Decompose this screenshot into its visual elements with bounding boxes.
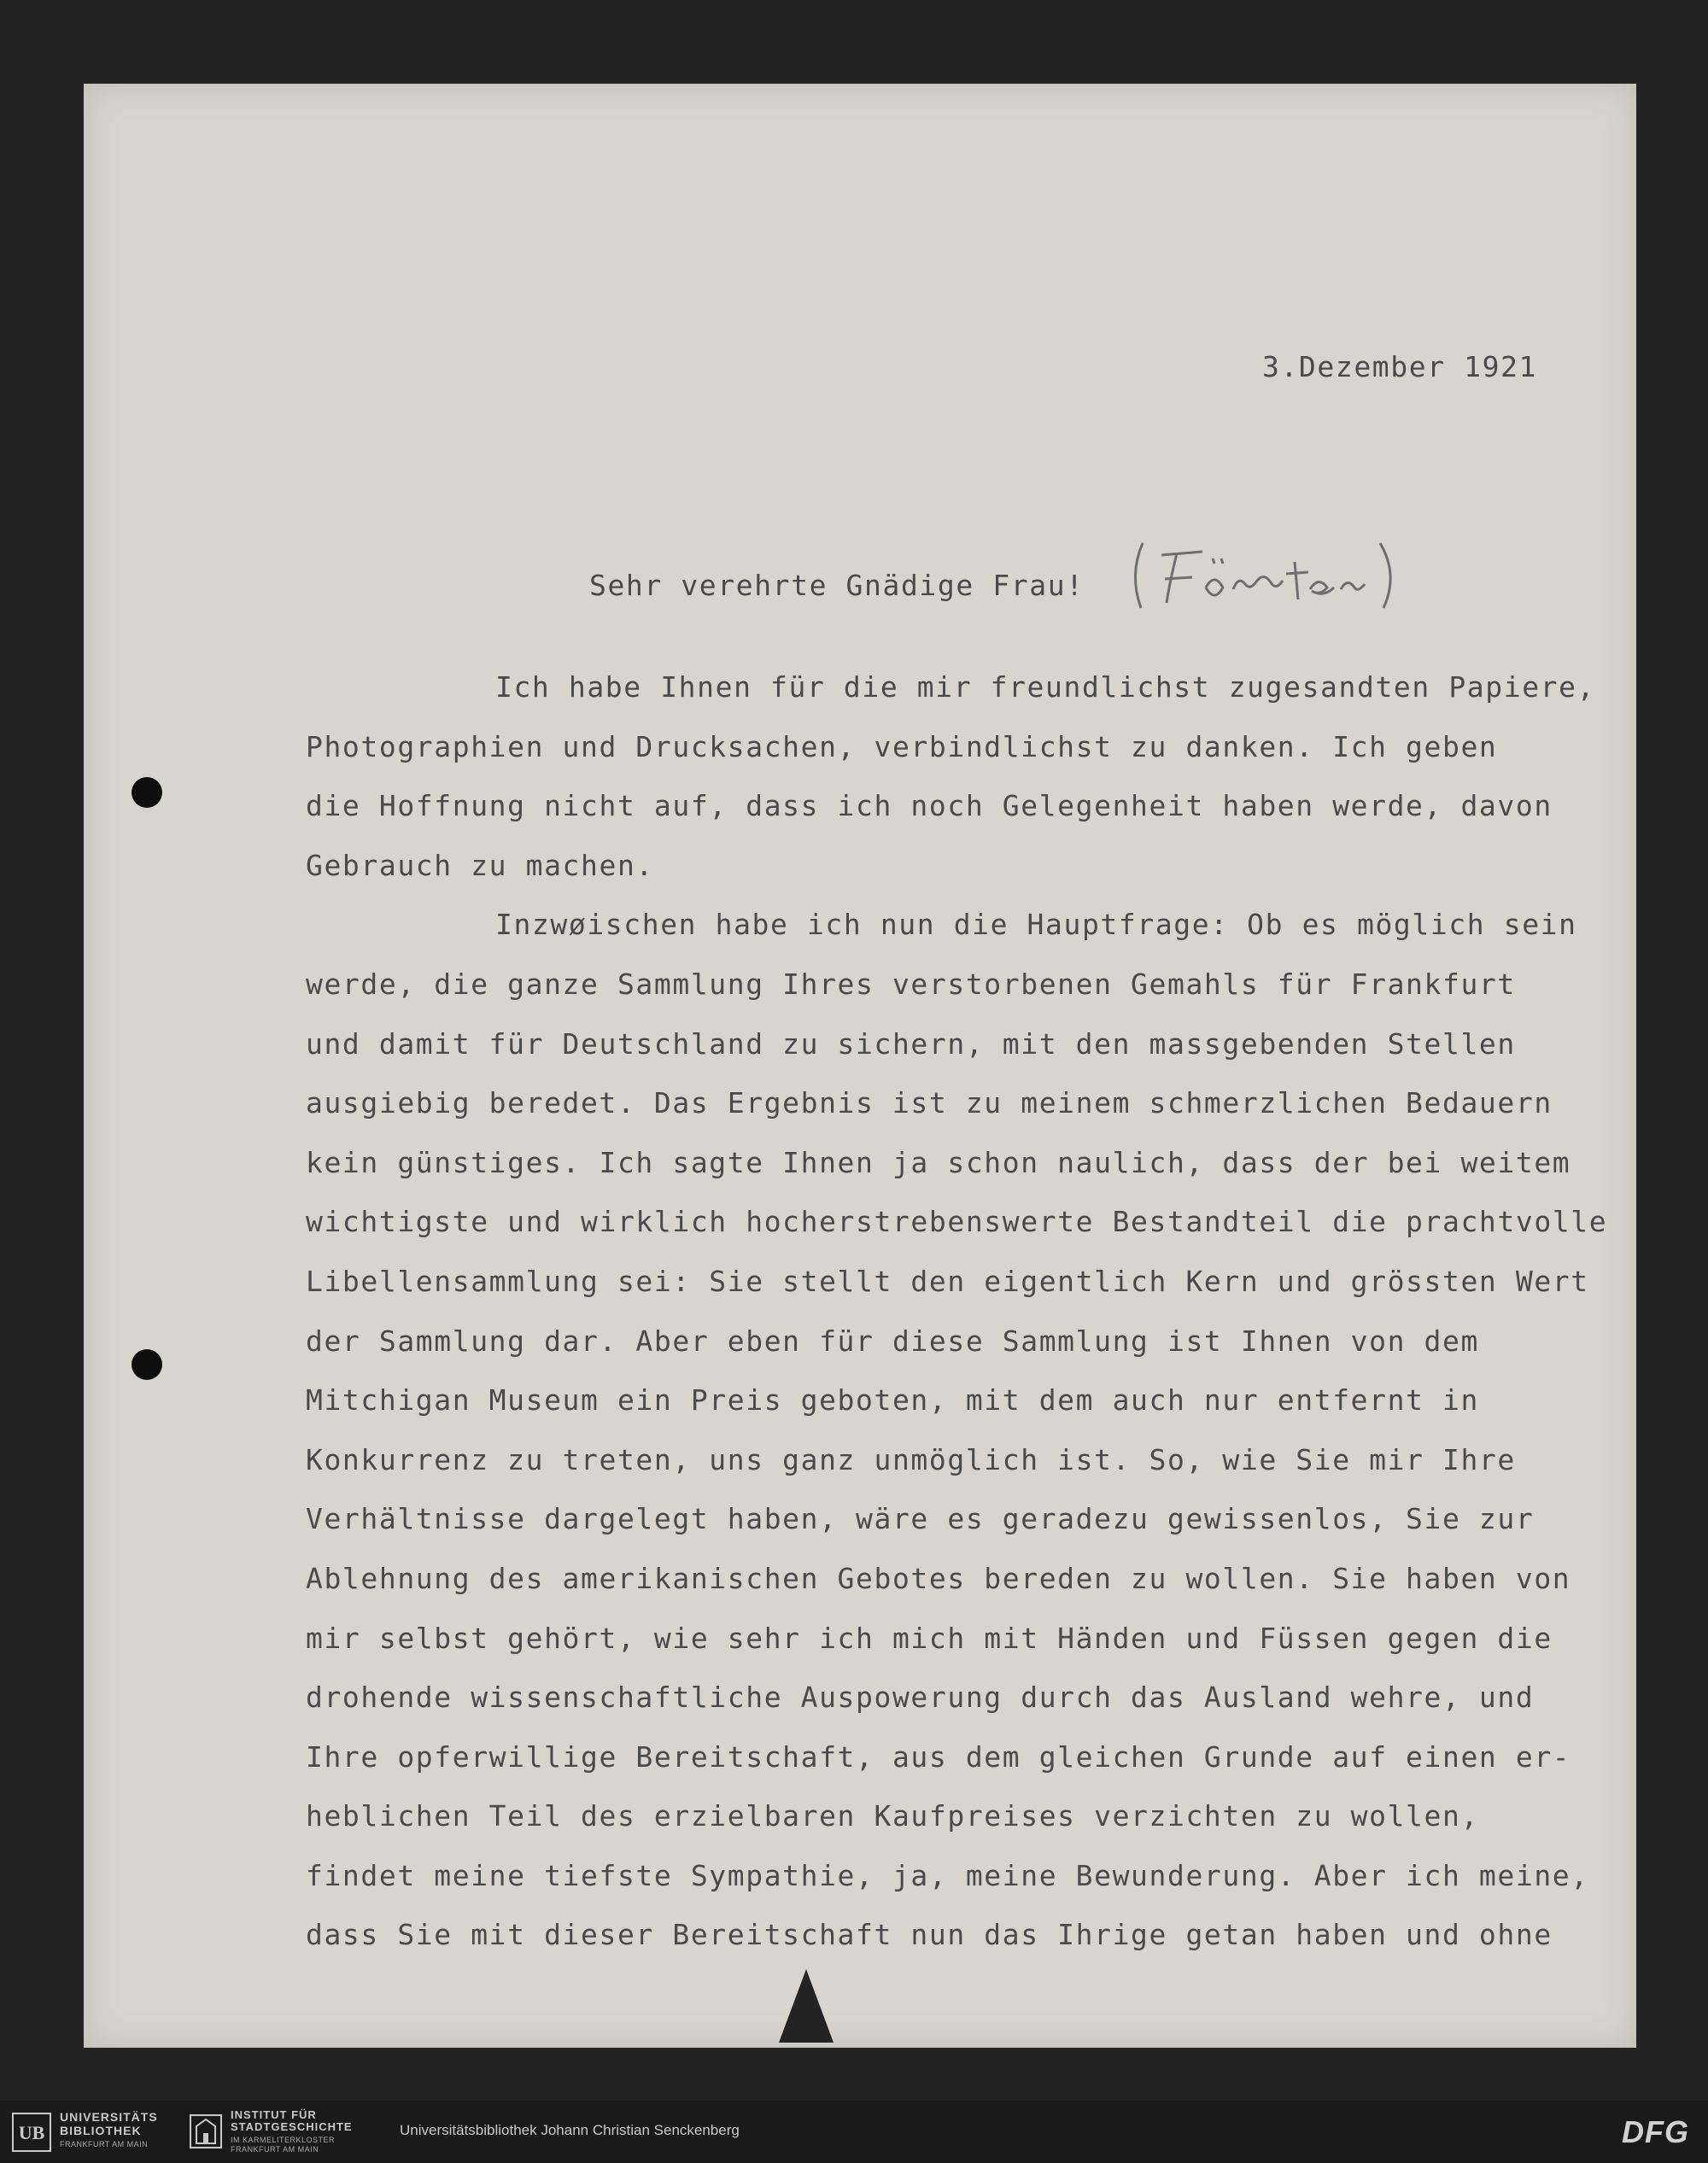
letter-line: findet meine tiefste Sympathie, ja, meine Bewunderung. Aber ich meine,	[306, 1858, 1589, 1892]
letter-line: Ich habe Ihnen für die mir freundlichst zugesandten Papiere,	[495, 670, 1596, 704]
svg-text:UB: UB	[18, 2122, 45, 2143]
letter-body	[306, 658, 1607, 1965]
letter-line: Gebrauch zu machen.	[306, 848, 654, 882]
letter-line: werde, die ganze Sammlung Ihres verstorbenen Gemahls für Frankfurt	[306, 967, 1516, 1001]
letter-line: Ablehnung des amerikanischen Gebotes bereden zu wollen. Sie haben von	[306, 1561, 1571, 1595]
letter-line: heblichen Teil des erzielbaren Kaufpreises verzichten zu wollen,	[306, 1799, 1479, 1833]
letter-date: 3.Dezember 1921	[1262, 350, 1538, 383]
institute-logo-line-1: INSTITUT FÜR	[231, 2108, 317, 2121]
paper-tear-notch	[779, 1969, 834, 2043]
punch-hole-top	[132, 777, 162, 808]
institute-logo-line-3: IM KARMELITERKLOSTER	[231, 2136, 336, 2144]
letter-line: drohende wissenschaftliche Auspowerung durch das Ausland wehre, und	[306, 1681, 1535, 1715]
letter-line: Ihre opferwillige Bereitschaft, aus dem gleichen Grunde auf einen er-	[306, 1739, 1571, 1774]
institute-logo-line-4: FRANKFURT AM MAIN	[231, 2145, 319, 2154]
dfg-logo: DFG	[1622, 2114, 1689, 2149]
letter-salutation: Sehr verehrte Gnädige Frau!	[589, 569, 1085, 602]
letter-line: mir selbst gehört, wie sehr ich mich mit Händen und Füssen gegen die	[306, 1621, 1553, 1655]
letter-line: wichtigste und wirklich hocherstrebenswerte Bestandteil die prachtvolle	[306, 1205, 1608, 1239]
letter-line: Libellensammlung sei: Sie stellt den eigentlich Kern und grössten Wert	[306, 1264, 1589, 1298]
letter-line: der Sammlung dar. Aber eben für diese Sammlung ist Ihnen von dem	[306, 1324, 1479, 1358]
ub-logo-line-2: BIBLIOTHEK	[60, 2124, 142, 2137]
letter-line: Inzwøischen habe ich nun die Hauptfrage: Ob es möglich sein	[495, 908, 1577, 942]
letter-line: und damit für Deutschland zu sichern, mit den massgebenden Stellen	[306, 1026, 1516, 1061]
ub-logo-line-1: UNIVERSITÄTS	[60, 2110, 158, 2124]
handwritten-name-annotation	[1127, 536, 1401, 613]
letter-line: Konkurrenz zu treten, uns ganz unmöglich ist. So, wie Sie mir Ihre	[306, 1442, 1516, 1476]
letter-line: Photographien und Drucksachen, verbindlichst zu danken. Ich geben	[306, 729, 1498, 763]
letter-line: dass Sie mit dieser Bereitschaft nun das Ihrige getan haben und ohne	[306, 1918, 1553, 1952]
punch-hole-bottom	[132, 1349, 162, 1380]
ub-logo-line-3: FRANKFURT AM MAIN	[60, 2140, 149, 2148]
letter-line: ausgiebig beredet. Das Ergebnis ist zu meinem schmerzlichen Bedauern	[306, 1086, 1553, 1120]
library-name: Universitätsbibliothek Johann Christian Senckenberg	[400, 2122, 740, 2138]
institute-logo-icon	[190, 2114, 222, 2148]
letter-line: Mitchigan Museum ein Preis geboten, mit dem auch nur entfernt in	[306, 1383, 1479, 1418]
institute-logo-line-2: STADTGESCHICHTE	[231, 2120, 353, 2133]
letter-line: die Hoffnung nicht auf, dass ich noch Gelegenheit haben werde, davon	[306, 789, 1553, 823]
letter-line: Verhältnisse dargelegt haben, wäre es geradezu gewissenlos, Sie zur	[306, 1502, 1535, 1536]
footer-bar	[0, 2101, 1708, 2163]
ub-logo-icon	[12, 2113, 51, 2152]
letter-line: kein günstiges. Ich sagte Ihnen ja schon naulich, dass der bei weitem	[306, 1145, 1571, 1179]
